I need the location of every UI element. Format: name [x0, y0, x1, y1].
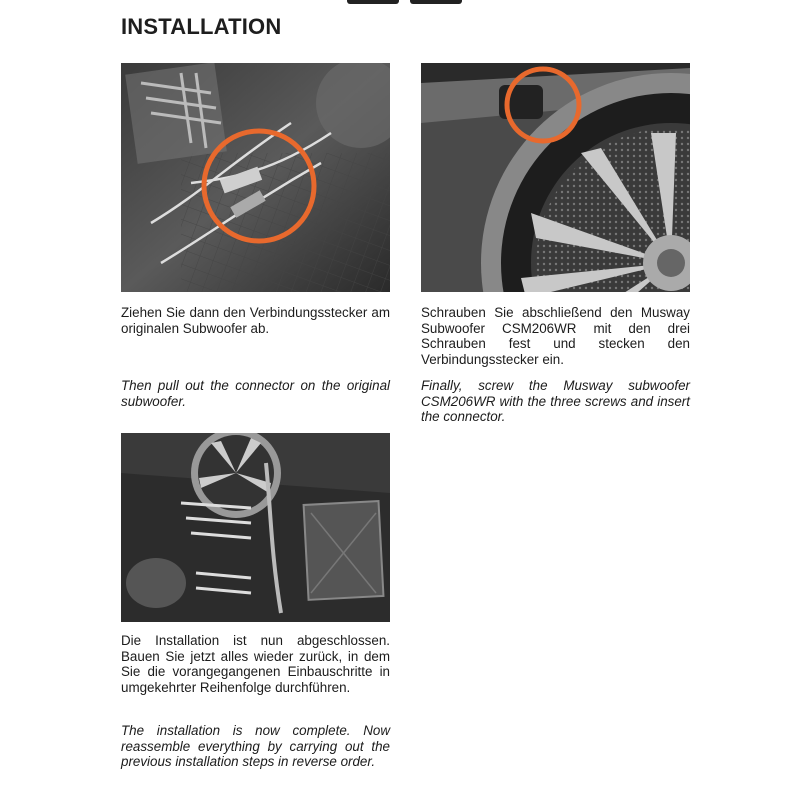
step-2-text-de: Schrauben Sie abschließend den Musway Subwoofer CSM206WR mit den drei Schrauben fest und stecken den Verbindungsstecker ein.: [421, 305, 690, 367]
step-photo-complete: [121, 433, 390, 622]
page-title: INSTALLATION: [121, 14, 282, 39]
header-tab-2: [410, 0, 462, 4]
step-2-text-en: Finally, screw the Musway subwoofer CSM206WR with the three screws and insert the connector.: [421, 378, 690, 424]
header-tab-1: [347, 0, 399, 4]
step-3-text-de: Die Installation ist nun abgeschlossen. Bauen Sie jetzt alles wieder zurück, in dem Sie die vorangegangenen Einbauschritte in umgekehrter Reihenfolge durchführen.: [121, 633, 390, 695]
step-photo-mount: [421, 63, 690, 292]
step-3-text-en: The installation is now complete. Now reassemble everything by carrying out the previous installation steps in reverse order.: [121, 723, 390, 769]
step-1-text-de: Ziehen Sie dann den Verbindungsstecker am originalen Subwoofer ab.: [121, 305, 390, 336]
step-photo-disconnect: [121, 63, 390, 292]
step-1-text-en: Then pull out the connector on the original subwoofer.: [121, 378, 390, 409]
